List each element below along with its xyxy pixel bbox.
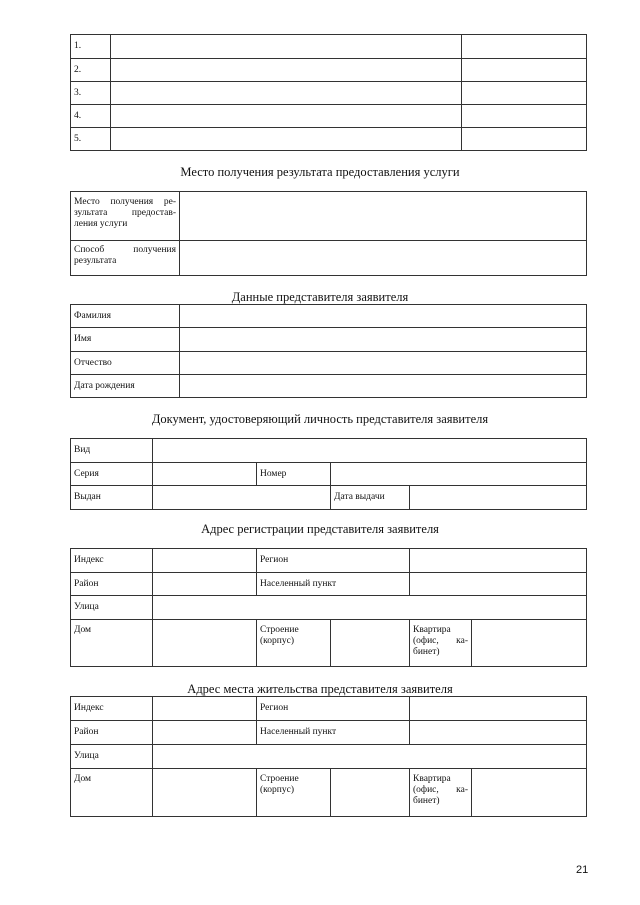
label-line: Квартира <box>413 774 451 784</box>
label-line: (корпус) <box>260 785 295 795</box>
name-field[interactable] <box>180 328 587 352</box>
apartment-field[interactable] <box>472 769 587 817</box>
building-field[interactable] <box>331 769 410 817</box>
table-row <box>71 620 587 667</box>
index-label: Индекс <box>71 697 153 721</box>
table-row <box>71 352 587 375</box>
table-row <box>71 745 587 769</box>
region-field[interactable] <box>410 697 587 721</box>
patronymic-field[interactable] <box>180 352 587 375</box>
row-number: 5. <box>71 128 111 151</box>
table-row <box>71 128 587 151</box>
doc-series-field[interactable] <box>153 463 257 486</box>
result-table <box>70 191 587 276</box>
doc-issue-date-field[interactable] <box>410 486 587 510</box>
patronymic-label: Отчество <box>71 352 180 375</box>
result-method-label <box>71 241 180 276</box>
row-cell[interactable] <box>462 105 587 128</box>
table-row <box>71 596 587 620</box>
row-number: 1. <box>71 35 111 59</box>
row-cell[interactable] <box>111 35 462 59</box>
index-label: Индекс <box>71 549 153 573</box>
row-cell[interactable] <box>111 128 462 151</box>
index-field[interactable] <box>153 697 257 721</box>
district-field[interactable] <box>153 573 257 596</box>
street-field[interactable] <box>153 745 587 769</box>
label-line: бинет) <box>413 796 440 806</box>
house-field[interactable] <box>153 620 257 667</box>
label-line: (корпус) <box>260 636 295 646</box>
label-line: Способ получения <box>74 245 176 255</box>
locality-label: Населенный пункт <box>257 721 410 745</box>
res-address-section-title: Адрес места жительства представителя заявителя <box>187 682 453 696</box>
row-number: 3. <box>71 82 111 105</box>
table-row <box>71 463 587 486</box>
label-line: Квартира <box>413 625 451 635</box>
index-field[interactable] <box>153 549 257 573</box>
table-row <box>71 721 587 745</box>
region-field[interactable] <box>410 549 587 573</box>
table-row <box>71 486 587 510</box>
reg-address-table <box>70 548 587 667</box>
row-cell[interactable] <box>111 59 462 82</box>
apartment-field[interactable] <box>472 620 587 667</box>
surname-field[interactable] <box>180 305 587 328</box>
locality-field[interactable] <box>410 721 587 745</box>
district-field[interactable] <box>153 721 257 745</box>
district-label: Район <box>71 721 153 745</box>
doc-series-label: Серия <box>71 463 153 486</box>
table-row <box>71 439 587 463</box>
numbered-list-table <box>70 34 587 151</box>
representative-table <box>70 304 587 398</box>
table-row <box>71 573 587 596</box>
street-label: Улица <box>71 596 153 620</box>
identity-doc-table <box>70 438 587 510</box>
table-row <box>71 375 587 398</box>
doc-type-field[interactable] <box>153 439 587 463</box>
label-line: бинет) <box>413 647 440 657</box>
res-address-table <box>70 696 587 817</box>
label-line: (офис, ка- <box>413 636 469 646</box>
table-row <box>71 549 587 573</box>
doc-number-field[interactable] <box>331 463 587 486</box>
locality-field[interactable] <box>410 573 587 596</box>
label-line: Место получения ре- <box>74 197 176 207</box>
result-section-title: Место получения результата предоставления услуги <box>180 165 460 179</box>
row-cell[interactable] <box>462 82 587 105</box>
doc-issued-by-field[interactable] <box>153 486 331 510</box>
street-field[interactable] <box>153 596 587 620</box>
row-cell[interactable] <box>111 82 462 105</box>
region-label: Регион <box>257 549 410 573</box>
label-line: результата <box>74 256 117 266</box>
representative-section-title: Данные представителя заявителя <box>231 290 409 304</box>
table-row <box>71 105 587 128</box>
row-cell[interactable] <box>462 35 587 59</box>
table-row <box>71 82 587 105</box>
result-method-field[interactable] <box>180 241 587 276</box>
doc-issued-by-label: Выдан <box>71 486 153 510</box>
building-field[interactable] <box>331 620 410 667</box>
street-label: Улица <box>71 745 153 769</box>
row-cell[interactable] <box>111 105 462 128</box>
house-label: Дом <box>71 769 153 817</box>
apartment-label <box>410 620 472 667</box>
table-row <box>71 328 587 352</box>
table-row <box>71 35 587 59</box>
apartment-label <box>410 769 472 817</box>
label-line: ления услуги <box>74 219 128 229</box>
district-label: Район <box>71 573 153 596</box>
label-line: Строение <box>260 774 299 784</box>
birth-date-label: Дата рождения <box>71 375 180 398</box>
label-line: зультата предостав- <box>74 208 176 218</box>
name-label: Имя <box>71 328 180 352</box>
row-number: 2. <box>71 59 111 82</box>
table-row <box>71 697 587 721</box>
label-line: Строение <box>260 625 299 635</box>
house-label: Дом <box>71 620 153 667</box>
result-place-label <box>71 192 180 241</box>
doc-type-label: Вид <box>71 439 153 463</box>
identity-doc-section-title: Документ, удостоверяющий личность представителя заявителя <box>151 412 489 426</box>
table-row <box>71 192 587 241</box>
reg-address-section-title: Адрес регистрации представителя заявителя <box>201 522 439 536</box>
birth-date-field[interactable] <box>180 375 587 398</box>
page-number: 21 <box>576 864 589 876</box>
row-number: 4. <box>71 105 111 128</box>
result-place-field[interactable] <box>180 192 587 241</box>
locality-label: Населенный пункт <box>257 573 410 596</box>
row-cell[interactable] <box>462 59 587 82</box>
table-row <box>71 59 587 82</box>
table-row <box>71 241 587 276</box>
doc-issue-date-label: Дата выдачи <box>331 486 410 510</box>
table-row <box>71 305 587 328</box>
surname-label: Фамилия <box>71 305 180 328</box>
row-cell[interactable] <box>462 128 587 151</box>
house-field[interactable] <box>153 769 257 817</box>
building-label <box>257 620 331 667</box>
doc-number-label: Номер <box>257 463 331 486</box>
table-row <box>71 769 587 817</box>
label-line: (офис, ка- <box>413 785 469 795</box>
region-label: Регион <box>257 697 410 721</box>
building-label <box>257 769 331 817</box>
